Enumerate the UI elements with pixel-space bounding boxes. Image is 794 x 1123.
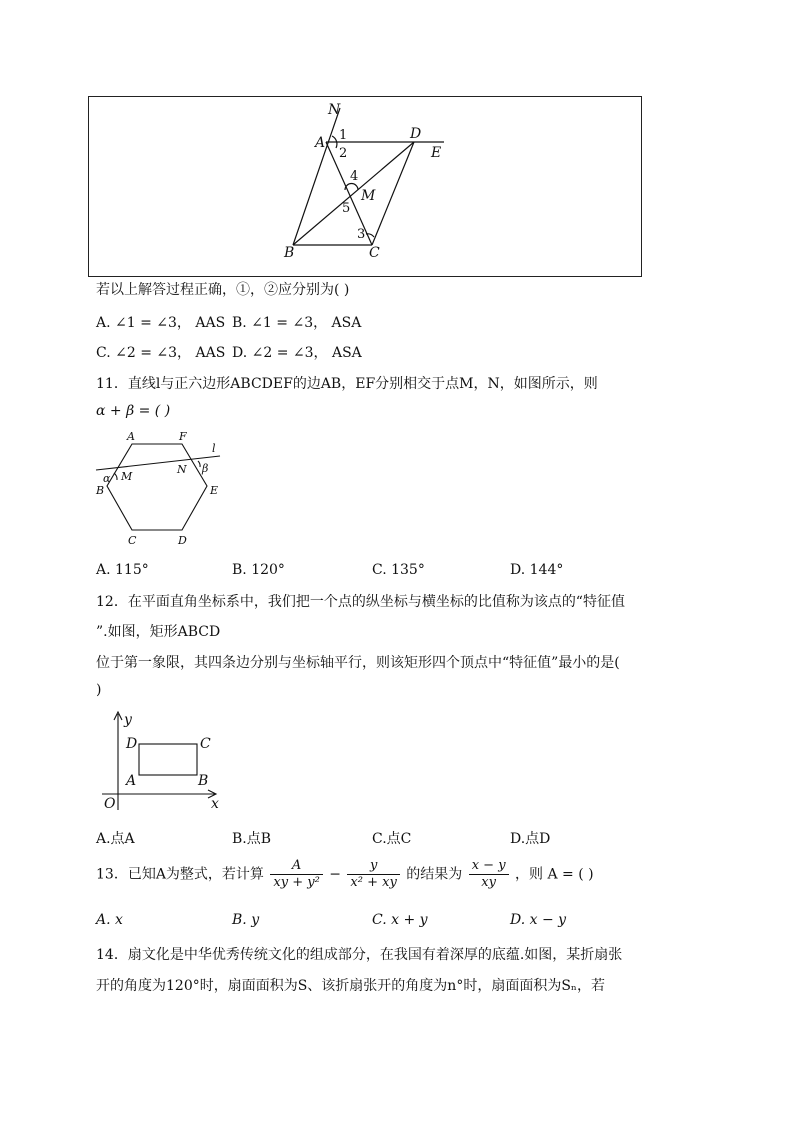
q13-middle: 的结果为 xyxy=(406,866,463,883)
figure-10 xyxy=(88,96,640,275)
label-C: C xyxy=(369,245,380,261)
axis-label-x: x xyxy=(211,796,219,812)
q11-option-d: D. 144° xyxy=(510,562,564,578)
q11-option-c: C. 135° xyxy=(372,562,425,578)
q11-stem-line2: α + β = ( ) xyxy=(96,403,171,419)
q12-option-a: A.点A xyxy=(96,831,135,847)
q11-option-b: B. 120° xyxy=(232,562,285,578)
q10-option-c: C. ∠2 = ∠3， AAS xyxy=(96,345,226,361)
q13-fraction-3 xyxy=(469,858,509,891)
hex-label-E: E xyxy=(210,484,219,497)
label-A: A xyxy=(315,135,326,151)
origin-label-O: O xyxy=(104,796,116,812)
figure-11-hexagon xyxy=(90,428,230,550)
q10-stem: 若以上解答过程正确，①，②应分别为( ) xyxy=(96,282,350,298)
beta-arc xyxy=(198,461,200,467)
q14-line2: 开的角度为120°时，扇面面积为S、该折扇张开的角度为n°时，扇面面积为Sₙ，若 xyxy=(96,978,605,994)
line-dc xyxy=(372,142,414,245)
q10-option-a: A. ∠1 = ∠3， AAS xyxy=(96,315,226,331)
label-D: D xyxy=(410,126,422,142)
q13-option-c: C. x + y xyxy=(372,912,428,928)
label-angle-2: 2 xyxy=(339,146,348,161)
q10-option-b: B. ∠1 = ∠3， ASA xyxy=(232,315,362,331)
q12-stem-line2: ”.如图，矩形ABCD xyxy=(96,624,221,640)
label-angle-5: 5 xyxy=(342,201,351,216)
label-angle-1: 1 xyxy=(339,128,348,143)
alpha-arc xyxy=(114,473,117,480)
hex-label-l: l xyxy=(212,442,216,455)
q13-stem xyxy=(96,858,594,891)
label-M: M xyxy=(361,188,376,204)
q11-stem-line1: 11．直线l与正六边形ABCDEF的边AB，EF分别相交于点M，N，如图所示，则 xyxy=(96,376,598,392)
q13-fraction-2-den: x² + xy xyxy=(350,875,397,890)
label-angle-3: 3 xyxy=(357,227,366,242)
q13-minus: − xyxy=(329,866,341,883)
q13-fraction-2-num: y xyxy=(347,858,399,875)
q10-option-d: D. ∠2 = ∠3， ASA xyxy=(232,345,362,361)
q14-line1: 14．扇文化是中华优秀传统文化的组成部分，在我国有着深厚的底蕴.如图，某折扇张 xyxy=(96,947,623,963)
rect-label-C: C xyxy=(200,736,211,752)
q13-fraction-2 xyxy=(347,858,399,891)
rect-label-A: A xyxy=(126,773,137,789)
q13-fraction-3-den: xy xyxy=(481,875,496,890)
q13-option-b: B. y xyxy=(232,912,260,928)
rect-label-D: D xyxy=(126,736,138,752)
hexagon-abcdef xyxy=(107,444,207,530)
axis-label-y: y xyxy=(124,712,132,728)
q13-suffix: ，则 A = ( ) xyxy=(515,866,594,883)
hex-label-beta: β xyxy=(202,462,209,475)
q11-option-a: A. 115° xyxy=(96,562,149,578)
q13-fraction-3-num: x − y xyxy=(469,858,509,875)
hex-label-F: F xyxy=(179,430,187,443)
hex-label-D: D xyxy=(178,534,187,547)
q12-stem-line1: 12．在平面直角坐标系中，我们把一个点的纵坐标与横坐标的比值称为该点的“特征值 xyxy=(96,594,625,610)
q13-option-a: A. x xyxy=(96,912,123,928)
hex-label-C: C xyxy=(128,534,137,547)
q12-option-c: C.点C xyxy=(372,831,412,847)
label-angle-4: 4 xyxy=(350,169,359,184)
hex-label-M: M xyxy=(121,470,133,483)
figure-12-coordinate xyxy=(96,708,236,814)
q13-fraction-1-num: A xyxy=(270,858,322,875)
rect-label-B: B xyxy=(198,773,209,789)
hex-label-alpha: α xyxy=(103,472,111,485)
q12-option-d: D.点D xyxy=(510,831,551,847)
label-B: B xyxy=(284,245,295,261)
q13-fraction-1 xyxy=(270,858,322,891)
hex-label-N: N xyxy=(177,463,187,476)
label-N: N xyxy=(328,102,341,118)
rectangle-abcd xyxy=(139,744,197,775)
q13-prefix: 13．已知A为整式，若计算 xyxy=(96,866,264,883)
hex-label-A: A xyxy=(127,430,135,443)
label-E: E xyxy=(431,145,442,161)
q13-option-d: D. x − y xyxy=(510,912,567,928)
hex-label-B: B xyxy=(96,484,105,497)
q12-stem-line4: ) xyxy=(96,682,102,698)
q13-fraction-1-den: xy + y² xyxy=(273,875,320,890)
q12-option-b: B.点B xyxy=(232,831,272,847)
q12-stem-line3: 位于第一象限，其四条边分别与坐标轴平行，则该矩形四个顶点中“特征值”最小的是( xyxy=(96,655,620,671)
